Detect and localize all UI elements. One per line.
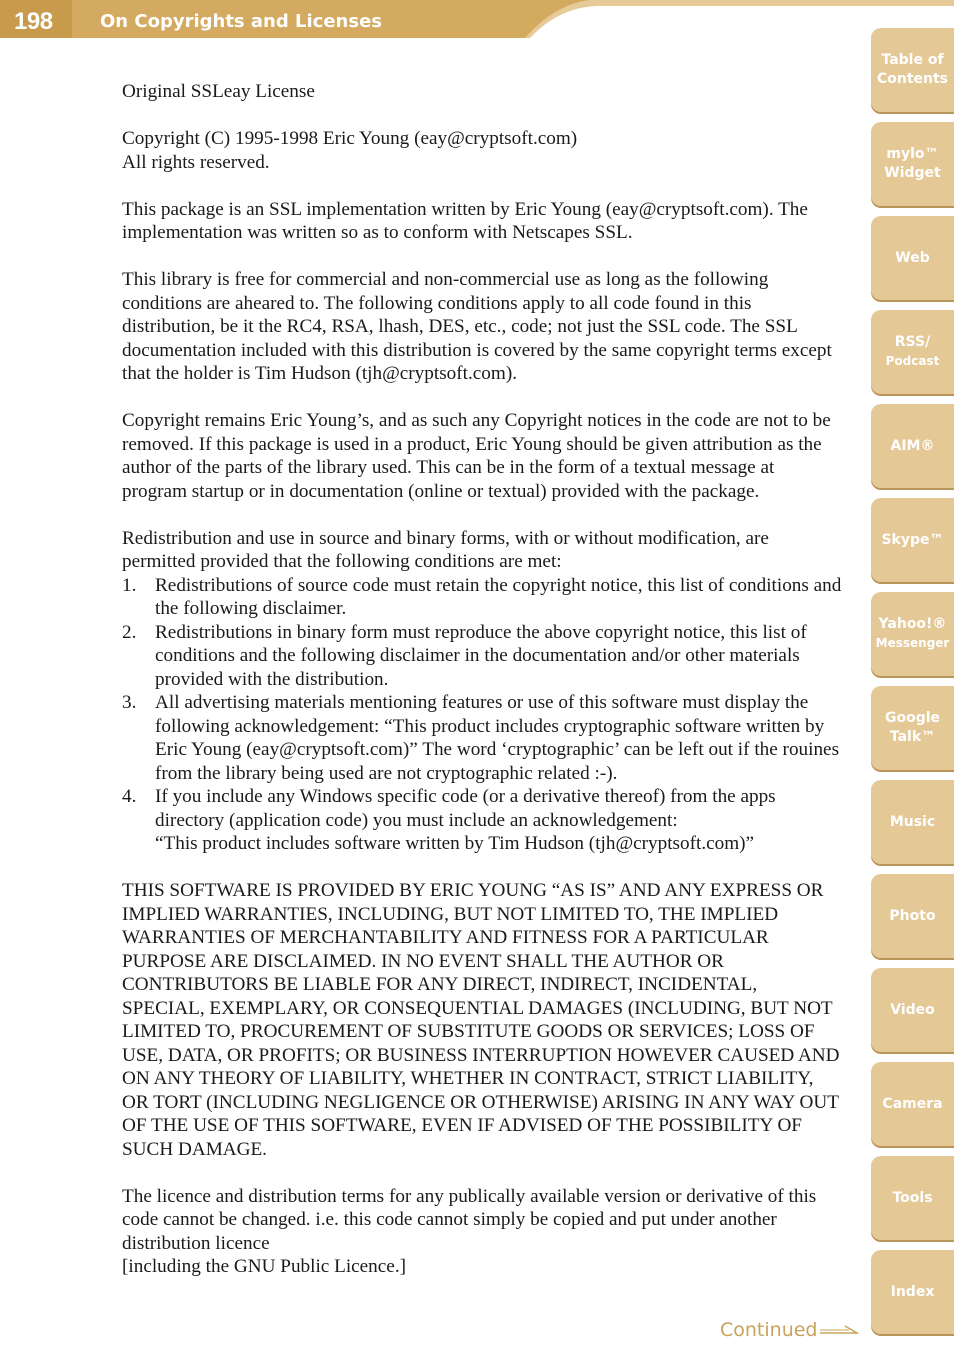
tab-photo[interactable] [871,874,954,958]
condition-number: 2. [122,621,137,643]
tab-label: RSS/ [894,334,931,350]
condition-text: Redistributions in binary form must reproduce the above copyright notice, this list of conditions and the following disclaimer in the documentation and/or other materials provided with the distribution. [155,621,807,690]
redistribution-paragraph: Redistribution and use in source and binary forms, with or without modification, are permitted provided that the following conditions are met: [122,527,769,572]
condition-item [122,621,844,692]
tab-label: Music [889,813,936,830]
gnu-note: [including the GNU Public Licence.] [122,1256,406,1277]
conditions-list [122,574,844,856]
tab-index[interactable] [871,1250,954,1334]
tab-yahoo-messenger[interactable] [871,592,954,676]
tab-mylo-widget[interactable] [871,122,954,206]
tab-table-of-contents[interactable] [871,28,954,112]
copyright-line: Copyright (C) 1995-1998 Eric Young (eay@cryptsoft.com) [122,128,578,149]
section-title: On Copyrights and Licenses [100,11,382,32]
tab-label: mylo™ [886,146,939,162]
condition-number: 4. [122,786,137,807]
tab-tools[interactable] [871,1156,954,1240]
page-number: 198 [14,8,53,35]
tab-label: Yahoo!® [878,616,947,632]
tab-label: Messenger [875,636,950,650]
licence-terms: The licence and distribution terms for any publically available version or derivative of this code cannot be changed. i.e. this code cannot simply be copied and put under another distribution licence [122,1185,817,1254]
tab-label: Photo [889,907,936,924]
tab-label: Widget [884,165,941,181]
library-paragraph: This library is free for commercial and non-commercial use as long as the following conditions are aheared to. The following conditions apply to all code found in this distribution, be it the RC4, RSA, lhash, DES, etc., code; not just the SSL code. The SSL documentation included with this distribution is covered by the same copyright terms except that the holder is Tim Hudson (tjh@cryptsoft.com). [122,269,832,384]
copyright-remains-paragraph: Copyright remains Eric Young’s, and as such any Copyright notices in the code are not to be removed. If this package is used in a product, Eric Young should be given attribution as the author of the parts of the library used. This can be in the form of a textual message at program startup or in documentation (online or textual) provided with the package. [122,410,831,502]
tab-skype[interactable] [871,498,954,582]
tab-label: Table of [881,52,944,68]
license-text [122,80,844,1279]
acknowledgement-quote: “This product includes software written by Tim Hudson (tjh@cryptsoft.com)” [155,833,755,854]
tab-label: Video [890,1001,935,1018]
tab-web[interactable] [871,216,954,300]
condition-text: If you include any Windows specific code (or a derivative thereof) from the apps directory (application code) you must include an acknowledgement: [155,786,776,831]
tab-label: Camera [882,1095,943,1112]
tab-camera[interactable] [871,1062,954,1146]
condition-text: All advertising materials mentioning features or use of this software must display the following acknowledgement: “This product includes cryptographic software written by Eric Young (eay@cryptsoft.com)” The word ‘cryptographic’ can be left out if the rouines from the library being used are not cryptographic related :-). [155,692,840,784]
tab-rss-podcast[interactable] [871,310,954,394]
condition-item [122,691,844,785]
license-title: Original SSLeay License [122,81,315,102]
condition-number: 1. [122,574,137,596]
condition-text: Redistributions of source code must retain the copyright notice, this list of conditions and the following disclaimer. [155,574,842,619]
tab-label: Contents [876,71,949,87]
tab-label: Index [890,1283,935,1300]
continued-link[interactable]: Continued [720,1319,818,1341]
tab-video[interactable] [871,968,954,1052]
tab-google-talk[interactable] [871,686,954,770]
tab-label: Tools [892,1189,933,1206]
tab-label: Web [895,249,930,266]
continued-arrow-icon[interactable] [819,1324,859,1336]
licence-paragraph [122,1185,844,1279]
tab-aim[interactable] [871,404,954,488]
rights-line: All rights reserved. [122,151,270,173]
tab-label: Google [884,710,941,726]
disclaimer-paragraph: THIS SOFTWARE IS PROVIDED BY ERIC YOUNG “AS IS” AND ANY EXPRESS OR IMPLIED WARRANTIES, INCLUDING, BUT NOT LIMITED TO, THE IMPLIED WARRANTIES OF MERCHANTABILITY AND FITNESS FOR A PARTICULAR PURPOSE ARE DISCLAIMED. IN NO EVENT SHALL THE AUTHOR OR CONTRIBUTORS BE LIABLE FOR ANY DIRECT, INDIRECT, INCIDENTAL, SPECIAL, EXEMPLARY, OR CONSEQUENTIAL DAMAGES (INCLUDING, BUT NOT LIMITED TO, PROCUREMENT OF SUBSTITUTE GOODS OR SERVICES; LOSS OF USE, DATA, OR PROFITS; OR BUSINESS INTERRUPTION HOWEVER CAUSED AND ON ANY THEORY OF LIABILITY, WHETHER IN CONTRACT, STRICT LIABILITY, OR TORT (INCLUDING NEGLIGENCE OR OTHERWISE) ARISING IN ANY WAY OUT OF THE USE OF THIS SOFTWARE, EVEN IF ADVISED OF THE POSSIBILITY OF SUCH DAMAGE. [122,880,840,1160]
tab-label: Talk™ [889,729,936,745]
tab-label: Skype™ [881,531,944,548]
side-navigation [871,0,954,1370]
tab-label: Podcast [885,354,940,368]
condition-item [122,785,844,856]
copyright-block [122,127,844,174]
tab-label: AIM® [890,437,935,454]
package-paragraph: This package is an SSL implementation written by Eric Young (eay@cryptsoft.com). The implementation was written so as to conform with Netscapes SSL. [122,198,808,243]
condition-number: 3. [122,692,137,713]
tab-music[interactable] [871,780,954,864]
condition-item [122,574,844,621]
header-band [0,0,954,40]
